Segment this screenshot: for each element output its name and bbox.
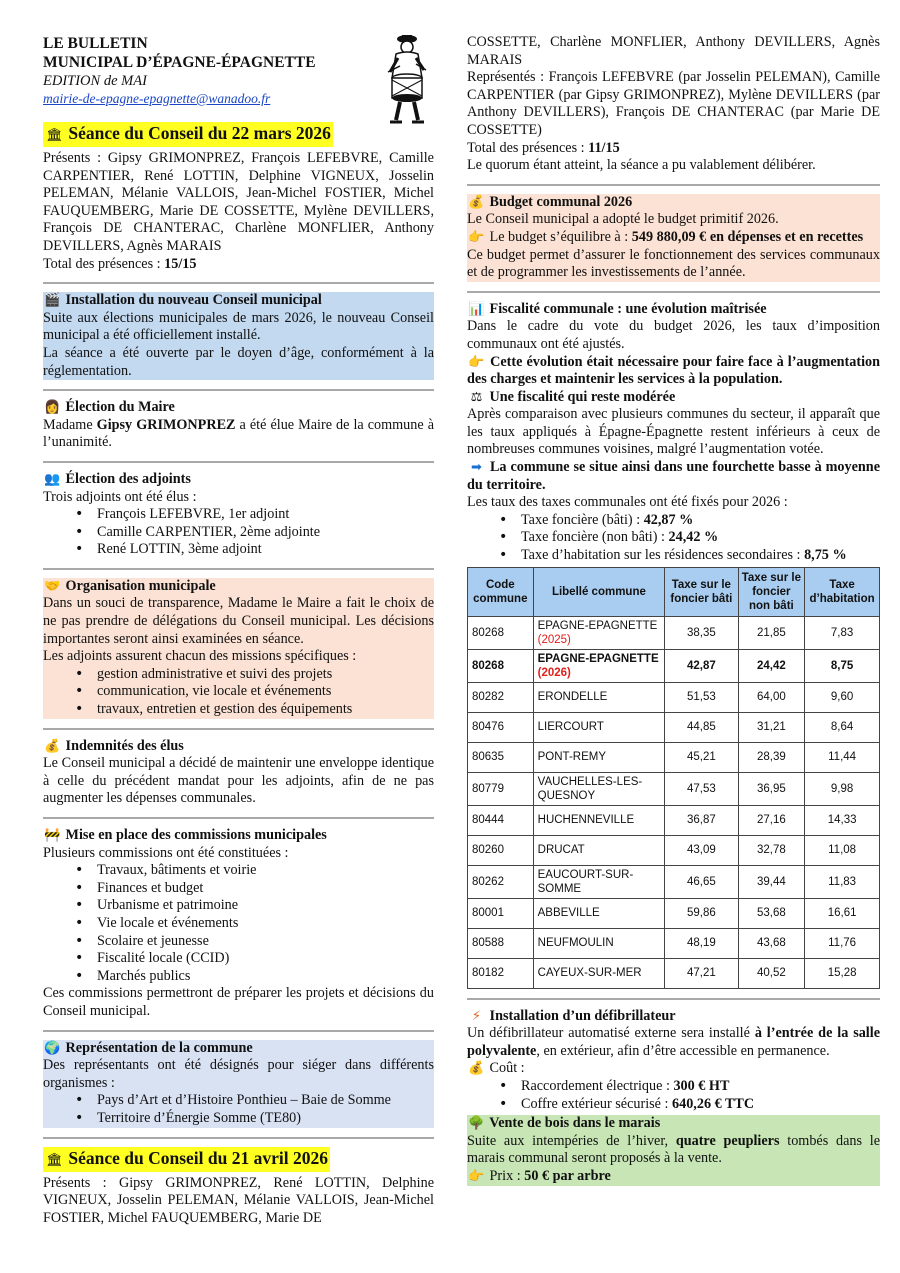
pointing-hand-icon: 👉 (468, 229, 485, 245)
bulletin-title-line1: LE BULLETIN (43, 35, 148, 52)
list-item: • Scolaire et jeunesse (97, 933, 434, 951)
adjoints-list (43, 506, 434, 559)
cell-non-bati: 36,95 (738, 772, 805, 805)
tax-comparison-table (467, 567, 880, 989)
separator (43, 389, 434, 391)
money-bag-icon: 💰 (468, 1061, 485, 1077)
town-crier-drummer-illustration (376, 32, 438, 124)
cell-code: 80588 (468, 928, 534, 958)
cell-code: 80268 (468, 649, 534, 682)
seance2-presents: Présents : Gipsy GRIMONPREZ, René LOTTIN, Delphine VIGNEUX, Josselin PELEMAN, Mélanie VALLOIS, Jean-Michel FOSTIER, Michel FAUQUEMBERG, Marie DE (43, 1174, 434, 1226)
organisation-title: Organisation municipale (65, 577, 216, 594)
fiscalite-title: Fiscalité communale : une évolution maîtrisée (489, 300, 767, 317)
list-item: • communication, vie locale et événements (97, 683, 434, 701)
list-item: • René LOTTIN, 3ème adjoint (97, 541, 434, 559)
cell-bati: 51,53 (665, 682, 738, 712)
money-bag-icon: 💰 (468, 194, 485, 210)
organisation-section (43, 578, 434, 719)
list-item: • gestion administrative et suivi des projets (97, 666, 434, 684)
cell-habitation: 15,28 (805, 958, 880, 988)
installation-p2: La séance a été ouverte par le doyen d’âge, conformément à la réglementation. (43, 344, 434, 379)
cell-libelle: EPAGNE-EPAGNETTE (2026) (533, 649, 665, 682)
cout-list (467, 1078, 880, 1113)
table-row (468, 772, 880, 805)
election-maire-title: Élection du Maire (65, 399, 175, 416)
email-link[interactable]: mairie-de-epagne-epagnette@wanadoo.fr (43, 91, 271, 106)
cell-habitation: 16,61 (805, 898, 880, 928)
defibrillateur-text: Un défibrillateur automatisé externe sera installé à l’entrée de la salle polyvalente, en extérieur, afin d’être accessible en permanence. (467, 1025, 880, 1059)
fiscalite-p4: ➡ La commune se situe ainsi dans une fourchette basse à moyenne du territoire. (467, 459, 880, 493)
list-item: • Taxe foncière (bâti) : 42,87 % (521, 512, 880, 530)
cell-code: 80260 (468, 835, 534, 865)
fiscalite-section (467, 301, 880, 565)
town-hall-icon: 🏛 (46, 128, 63, 143)
cell-habitation: 11,76 (805, 928, 880, 958)
cell-bati: 46,65 (665, 865, 738, 898)
table-row (468, 928, 880, 958)
fiscalite-p5: Les taux des taxes communales ont été fixés pour 2026 : (467, 494, 788, 511)
table-row (468, 616, 880, 649)
table-row (468, 682, 880, 712)
globe-icon: 🌍 (44, 1040, 61, 1056)
list-item: • Marchés publics (97, 968, 434, 986)
missions-list (43, 666, 434, 719)
list-item: • Urbanisme et patrimoine (97, 897, 434, 915)
town-hall-icon: 🏛 (46, 1152, 63, 1168)
budget-p2: 👉 Le budget s’équilibre à : 549 880,09 € en dépenses et en recettes (468, 228, 864, 245)
right-arrow-icon: ➡ (471, 460, 482, 476)
separator (43, 1137, 434, 1139)
table-row (468, 958, 880, 988)
installation-p1: Suite aux élections municipales de mars 2026, le nouveau Conseil municipal a été officiellement installé. (43, 309, 434, 344)
separator (467, 184, 880, 186)
list-item: • Pays d’Art et d’Histoire Ponthieu – Baie de Somme (97, 1092, 434, 1110)
vente-bois-title: Vente de bois dans le marais (489, 1115, 661, 1132)
table-row (468, 649, 880, 682)
commissions-outro: Ces commissions permettront de préparer les projets et décisions du Conseil municipal. (43, 985, 434, 1019)
cell-code: 80001 (468, 898, 534, 928)
cell-non-bati: 28,39 (738, 742, 805, 772)
seance2-presents-continued: COSSETTE, Charlène MONFLIER, Anthony DEVILLERS, Agnès MARAIS (467, 34, 880, 68)
cell-habitation: 7,83 (805, 616, 880, 649)
representation-section (43, 1040, 434, 1128)
vente-bois-section (467, 1115, 880, 1185)
cell-habitation: 8,75 (805, 649, 880, 682)
cell-bati: 47,21 (665, 958, 738, 988)
left-column (43, 34, 434, 1227)
defibrillateur-section (467, 1008, 880, 1114)
col-header-bati: Taxe sur le foncier bâti (665, 567, 738, 616)
commissions-intro: Plusieurs commissions ont été constituées : (43, 844, 289, 861)
cell-bati: 43,09 (665, 835, 738, 865)
col-header-libelle: Libellé commune (533, 567, 665, 616)
cell-libelle: ABBEVILLE (533, 898, 665, 928)
separator (467, 291, 880, 293)
edition-label: EDITION de MAI (43, 73, 147, 89)
list-item: • Travaux, bâtiments et voirie (97, 862, 434, 880)
clapperboard-icon: 🎬 (44, 293, 61, 309)
bar-chart-icon: 📊 (468, 301, 485, 317)
cell-libelle: EPAGNE-EPAGNETTE (2025) (533, 616, 665, 649)
list-item: • Vie locale et événements (97, 915, 434, 933)
cell-bati: 42,87 (665, 649, 738, 682)
defibrillateur-cout: 💰 Coût : (468, 1060, 525, 1077)
cell-habitation: 11,08 (805, 835, 880, 865)
cell-code: 80444 (468, 805, 534, 835)
separator (43, 568, 434, 570)
cell-bati: 44,85 (665, 712, 738, 742)
table-row (468, 898, 880, 928)
list-item: • Territoire d’Énergie Somme (TE80) (97, 1110, 434, 1128)
cell-habitation: 9,60 (805, 682, 880, 712)
pointing-hand-icon: 👉 (468, 354, 485, 370)
cell-non-bati: 64,00 (738, 682, 805, 712)
election-adjoints-intro: Trois adjoints ont été élus : (43, 488, 197, 505)
person-icon: 👩 (44, 400, 61, 416)
separator (43, 461, 434, 463)
seance2-represented: Représentés : François LEFEBVRE (par Josselin PELEMAN), Camille CARPENTIER (par Gipsy GRIMONPREZ), Mylène DEVILLERS (par Anthony DEVILLERS), François DE CHANTERAC (par Marie DE COSSETTE) (467, 69, 880, 138)
people-icon: 👥 (44, 471, 61, 487)
cell-non-bati: 39,44 (738, 865, 805, 898)
separator (467, 998, 880, 1000)
bulletin-title-line2: MUNICIPAL D’ÉPAGNE-ÉPAGNETTE (43, 54, 316, 71)
tree-icon: 🌳 (468, 1116, 485, 1132)
lightning-icon: ⚡ (471, 1008, 482, 1024)
list-item: • travaux, entretien et gestion des équipements (97, 701, 434, 719)
cell-libelle: CAYEUX-SUR-MER (533, 958, 665, 988)
cell-bati: 36,87 (665, 805, 738, 835)
table-row (468, 865, 880, 898)
election-adjoints-title: Élection des adjoints (65, 470, 191, 487)
cell-non-bati: 21,85 (738, 616, 805, 649)
commissions-section (43, 827, 434, 1021)
budget-section (467, 194, 880, 282)
cell-libelle: EAUCOURT-SUR-SOMME (533, 865, 665, 898)
rates-list (467, 512, 880, 565)
cell-libelle: NEUFMOULIN (533, 928, 665, 958)
seance1-presents: Présents : Gipsy GRIMONPREZ, François LEFEBVRE, Camille CARPENTIER, René LOTTIN, Delphine VIGNEUX, Josselin PELEMAN, Mélanie VALLOIS, Jean-Michel FOSTIER, Michel FAUQUEMBERG, Marie DE COSSETTE, Mylène DEVILLERS, François DE CHANTERAC, Charlène MONFLIER, Anthony DEVILLERS, Agnès MARAIS (43, 150, 434, 254)
list-item: • Fiscalité locale (CCID) (97, 950, 434, 968)
cell-habitation: 11,83 (805, 865, 880, 898)
cell-habitation: 8,64 (805, 712, 880, 742)
indemnites-section (43, 738, 434, 808)
list-item: • Finances et budget (97, 880, 434, 898)
list-item: • Raccordement électrique : 300 € HT (521, 1078, 880, 1096)
budget-p3: Ce budget permet d’assurer le fonctionnement des services communaux et de programmer les investissements de l’année. (467, 246, 880, 281)
election-maire-section (43, 399, 434, 452)
handshake-icon: 🤝 (44, 578, 61, 594)
fiscalite-subtitle: ⚖ Une fiscalité qui reste modérée (467, 389, 880, 407)
fiscalite-p3: Après comparaison avec plusieurs communes du secteur, il apparaît que les taux appliqués à Épagne-Épagnette restent inférieurs à ceux de nombreuses communes voisines, malgré l’augmentation votée. (467, 406, 880, 458)
representation-title: Représentation de la commune (65, 1039, 253, 1056)
cell-bati: 59,86 (665, 898, 738, 928)
cell-libelle: VAUCHELLES-LES-QUESNOY (533, 772, 665, 805)
col-header-non-bati: Taxe sur le foncier non bâti (738, 567, 805, 616)
list-item: • Camille CARPENTIER, 2ème adjointe (97, 524, 434, 542)
cell-code: 80779 (468, 772, 534, 805)
cell-non-bati: 32,78 (738, 835, 805, 865)
vente-bois-prix: 👉 Prix : 50 € par arbre (468, 1167, 611, 1184)
money-bag-icon: 💰 (44, 738, 61, 754)
indemnites-text: Le Conseil municipal a décidé de maintenir une enveloppe identique à celle du précédent mandat pour les adjoints, afin de ne pas augmenter les dépenses communales. (43, 755, 434, 807)
defibrillateur-title: Installation d’un défibrillateur (489, 1007, 676, 1024)
fiscalite-p1: Dans le cadre du vote du budget 2026, les taux d’imposition communaux ont été ajustés. (467, 318, 880, 352)
representation-intro: Des représentants ont été désignés pour siéger dans différents organismes : (43, 1057, 434, 1091)
cell-libelle: HUCHENNEVILLE (533, 805, 665, 835)
cell-libelle: ERONDELLE (533, 682, 665, 712)
installation-title: Installation du nouveau Conseil municipal (65, 292, 322, 309)
cell-code: 80476 (468, 712, 534, 742)
construction-icon: 🚧 (44, 828, 61, 843)
installation-section (43, 292, 434, 380)
organismes-list (43, 1092, 434, 1127)
separator (43, 1030, 434, 1032)
budget-title: Budget communal 2026 (489, 193, 633, 210)
year-tag: (2025) (537, 633, 571, 646)
list-item: • François LEFEBVRE, 1er adjoint (97, 506, 434, 524)
year-tag: (2026) (537, 666, 571, 679)
seance-title-avril: 🏛 Séance du Conseil du 21 avril 2026 (43, 1147, 330, 1172)
bulletin-header (43, 34, 434, 116)
election-maire-text: Madame Gipsy GRIMONPREZ a été élue Maire de la commune à l’unanimité. (43, 416, 435, 451)
table-header-row (468, 567, 880, 616)
table-row (468, 712, 880, 742)
table-body (468, 616, 880, 988)
cell-bati: 48,19 (665, 928, 738, 958)
cell-libelle: LIERCOURT (533, 712, 665, 742)
seance2-quorum: Le quorum étant atteint, la séance a pu valablement délibérer. (467, 157, 816, 174)
seance2-total: Total des présences : 11/15 (467, 139, 620, 156)
table-row (468, 805, 880, 835)
cell-code: 80182 (468, 958, 534, 988)
right-column (467, 34, 880, 1186)
budget-p1: Le Conseil municipal a adopté le budget primitif 2026. (467, 211, 779, 228)
separator (43, 817, 434, 819)
cell-code: 80262 (468, 865, 534, 898)
cell-code: 80282 (468, 682, 534, 712)
cell-code: 80268 (468, 616, 534, 649)
list-item: • Coffre extérieur sécurisé : 640,26 € TTC (521, 1096, 880, 1114)
organisation-p2: Les adjoints assurent chacun des missions spécifiques : (43, 648, 357, 665)
list-item: • Taxe foncière (non bâti) : 24,42 % (521, 529, 880, 547)
organisation-p1: Dans un souci de transparence, Madame le Maire a fait le choix de ne pas prendre de délégations du Conseil municipal. Les décisions importantes seront ainsi examinées en séance. (43, 595, 434, 647)
balance-scale-icon: ⚖ (470, 389, 483, 405)
vente-bois-text: Suite aux intempéries de l’hiver, quatre peupliers tombés dans le marais communal seront proposés à la vente. (467, 1132, 881, 1167)
separator (43, 282, 434, 284)
cell-non-bati: 24,42 (738, 649, 805, 682)
cell-non-bati: 27,16 (738, 805, 805, 835)
cell-code: 80635 (468, 742, 534, 772)
table-row (468, 835, 880, 865)
col-header-code: Code commune (468, 567, 534, 616)
cell-libelle: DRUCAT (533, 835, 665, 865)
cell-non-bati: 31,21 (738, 712, 805, 742)
commissions-list (43, 862, 434, 985)
cell-libelle: PONT-REMY (533, 742, 665, 772)
list-item: • Taxe d’habitation sur les résidences secondaires : 8,75 % (521, 547, 880, 565)
table-row (468, 742, 880, 772)
commissions-title: Mise en place des commissions municipales (65, 827, 327, 843)
seance1-total: Total des présences : 15/15 (43, 255, 197, 272)
cell-habitation: 9,98 (805, 772, 880, 805)
seance-title-mars: 🏛 Séance du Conseil du 22 mars 2026 (43, 122, 333, 147)
cell-bati: 45,21 (665, 742, 738, 772)
cell-non-bati: 40,52 (738, 958, 805, 988)
separator (43, 728, 434, 730)
pointing-hand-icon: 👉 (468, 1168, 485, 1184)
indemnites-title: Indemnités des élus (65, 737, 184, 754)
cell-bati: 38,35 (665, 616, 738, 649)
election-adjoints-section (43, 471, 434, 559)
cell-non-bati: 53,68 (738, 898, 805, 928)
col-header-habitation: Taxe d’habitation (805, 567, 880, 616)
fiscalite-p2: 👉 Cette évolution était nécessaire pour faire face à l’augmentation des charges et maintenir les services à la population. (467, 353, 880, 388)
cell-non-bati: 43,68 (738, 928, 805, 958)
cell-bati: 47,53 (665, 772, 738, 805)
cell-habitation: 11,44 (805, 742, 880, 772)
cell-habitation: 14,33 (805, 805, 880, 835)
